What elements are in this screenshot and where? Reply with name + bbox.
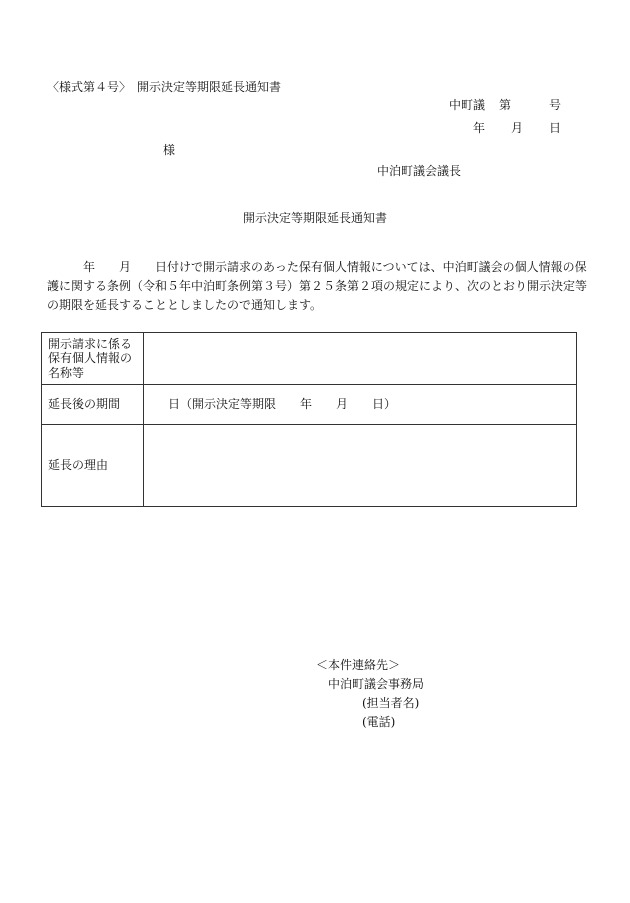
issue-date: [473, 121, 561, 135]
date-day: 日: [548, 121, 561, 135]
row-value-reason: [144, 425, 577, 507]
doc-number-dai: 第: [498, 98, 511, 112]
document-number: [449, 98, 561, 112]
date-year: 年: [472, 121, 485, 135]
document-title: 開示決定等期限延長通知書: [242, 211, 387, 225]
addressee: 様: [163, 143, 176, 157]
table-row: [42, 425, 577, 507]
sender-name: 中泊町議会議長: [377, 164, 462, 178]
doc-number-prefix: 中町議: [448, 98, 485, 112]
doc-number-go: 号: [548, 98, 561, 112]
row-label-info-name: 開示請求に係る保有個人情報の名称等: [42, 333, 144, 385]
form-label: 〈様式第４号〉 開示決定等期限延長通知書: [47, 80, 282, 94]
contact-person: (担当者名): [362, 696, 420, 710]
row-label-reason: 延長の理由: [42, 425, 144, 507]
info-table: [41, 332, 577, 507]
table-row: [42, 333, 577, 385]
row-value-info-name: [144, 333, 577, 385]
table-row: [42, 385, 577, 425]
contact-heading: ＜本件連絡先＞: [316, 658, 401, 672]
notice-body: 年 月 日付けで開示請求のあった保有個人情報については、中泊町議会の個人情報の保護に関する条例（令和５年中泊町条例第３号）第２５条第２項の規定により、次のとおり開示決定等の期限を延長することとしましたので通知します。: [47, 260, 588, 312]
contact-office: 中泊町議会事務局: [328, 677, 425, 691]
contact-block: [316, 656, 424, 732]
row-label-extended-period: 延長後の期間: [42, 385, 144, 425]
contact-phone: (電話): [362, 715, 396, 729]
date-month: 月: [510, 121, 523, 135]
row-value-extended-period: 日（開示決定等期限 年 月 日）: [144, 385, 577, 425]
